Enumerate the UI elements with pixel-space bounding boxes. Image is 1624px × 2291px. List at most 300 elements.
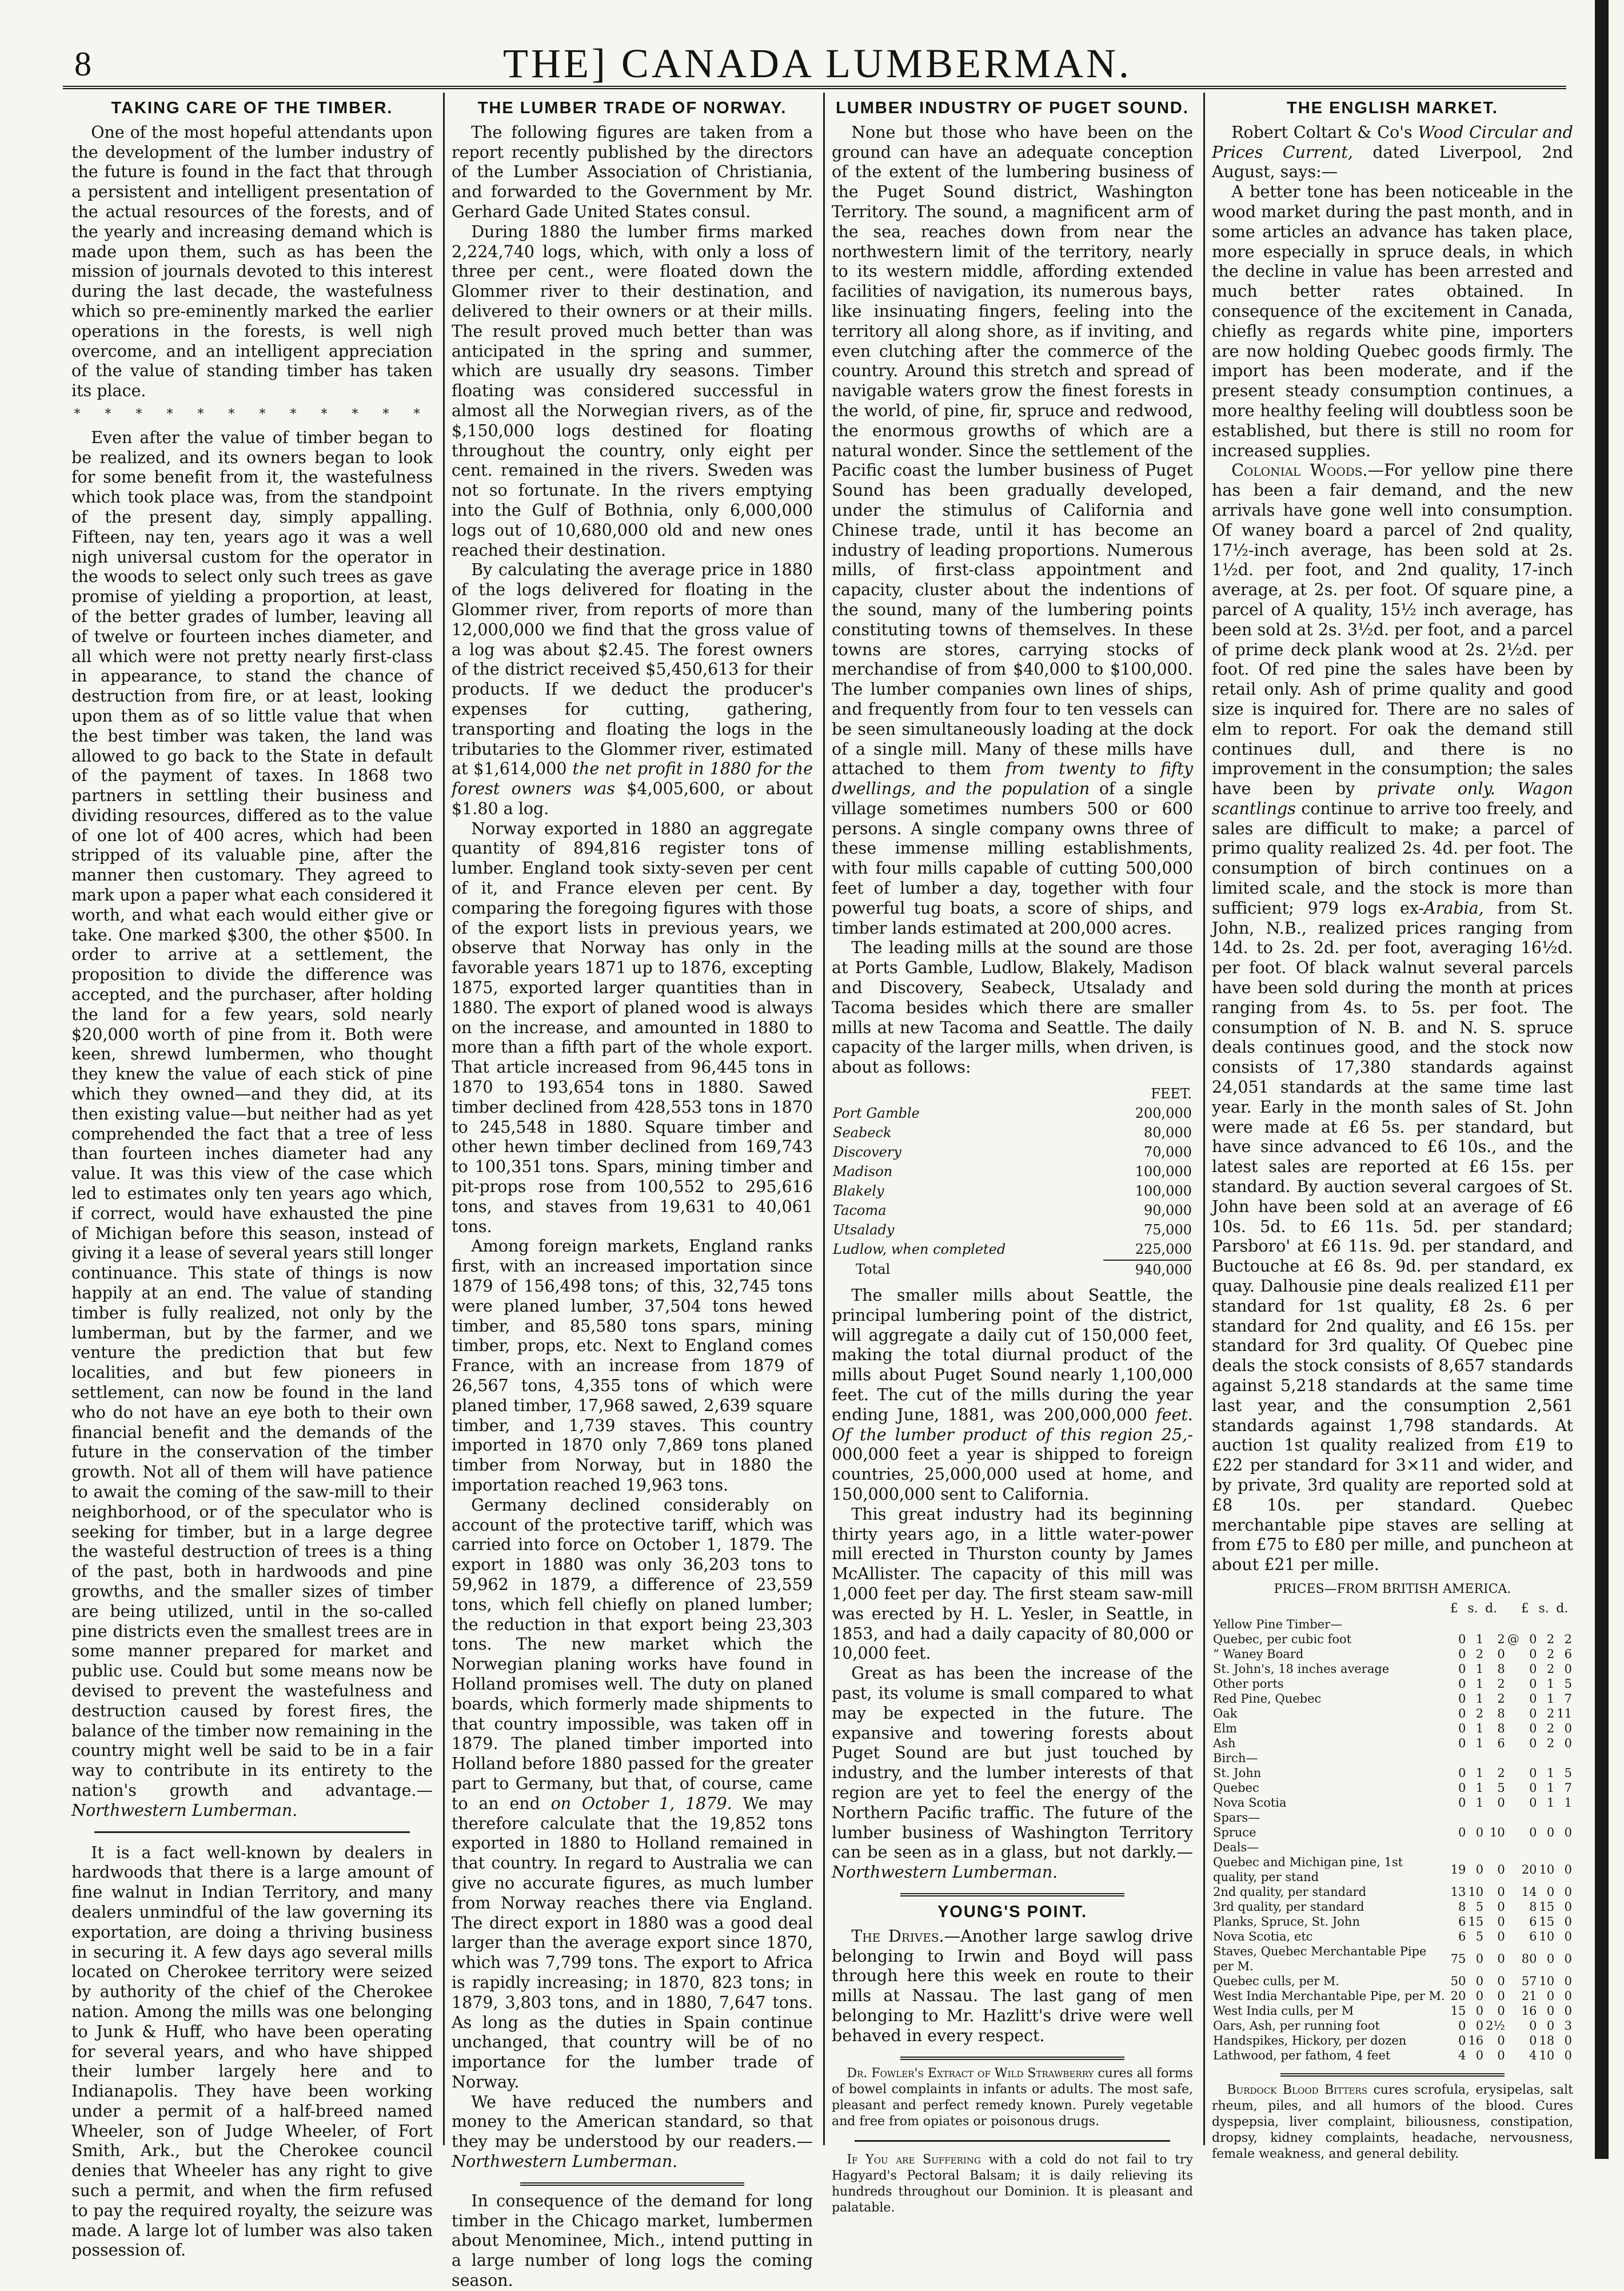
price-cell	[1538, 1751, 1556, 1766]
price-cell: 0	[1564, 1662, 1572, 1676]
item-name: 3rd quality, per standard	[1213, 1899, 1364, 1914]
price-cell: 1	[1546, 1676, 1555, 1691]
price-cell: @	[1507, 1632, 1519, 1646]
price-cell	[1538, 1810, 1556, 1825]
table-row	[1212, 1899, 1573, 1914]
price-cell: 0	[1564, 1914, 1572, 1929]
column-4	[1212, 96, 1574, 2161]
column-3	[832, 96, 1194, 2215]
price-cell: 13	[1450, 1884, 1466, 1899]
price-cell: 0	[1497, 1974, 1505, 1988]
price-cell	[1506, 1810, 1521, 1825]
paragraph: Great as has been the increase of the past, its volume is small compared to what may be expected in the future. The expansive and towering forests about Puget Sound are but just touched by industry, and the lumber interests of that region are yet to feel the energy of the Northern Pacific traffic. The future of the lumber business of Washington Territory can be seen as in a glass, but not darkly.—Northwestern Lumberman.	[832, 1664, 1193, 1882]
price-cell	[1485, 1840, 1506, 1855]
paragraph: By calculating the average price in 1880 of the logs delivered for floating in the Glommer river, from reports of more than 12,000,000 we find that the gross value of a log was about $2.45. The forest owners of the district received $5,450,613 for their products. If we deduct the producer's expenses for cutting, gathering, transporting and floating the logs in the tributaries to the Glommer river, estimated at $1,614,000 the net profit in 1880 for the forest owners was $4,005,600, or about $1.80 a log.	[452, 560, 813, 818]
price-cell: 2	[1546, 1647, 1555, 1661]
price-cell	[1506, 1825, 1521, 1840]
mill-name: Utsalady	[833, 1222, 895, 1238]
article-title: TAKING CARE OF THE TIMBER.	[111, 99, 393, 117]
price-cell: 2	[1546, 1706, 1555, 1720]
price-cell: 4	[1529, 2048, 1537, 2062]
page-header	[69, 40, 1566, 93]
price-cell: 0	[1529, 1825, 1537, 1839]
price-cell	[1538, 1840, 1556, 1855]
price-cell: 0	[1564, 2003, 1572, 2018]
price-cell	[1450, 1810, 1467, 1825]
table-row	[1212, 1780, 1573, 1795]
price-cell: 0	[1529, 1632, 1537, 1646]
price-cell: 5	[1475, 1929, 1484, 1943]
price-cell	[1506, 1944, 1521, 1974]
item-name: Oak	[1213, 1706, 1238, 1720]
price-cell: 8	[1458, 1899, 1466, 1914]
price-cell: 2	[1546, 1632, 1555, 1646]
item-name: Handspikes, Hickory, per dozen	[1213, 2033, 1407, 2047]
column-2	[452, 96, 813, 2290]
price-cell: 0	[1497, 1884, 1505, 1899]
price-cell: 11	[1557, 1706, 1572, 1720]
price-cell	[1506, 1795, 1521, 1810]
paragraph: During 1880 the lumber firms marked 2,224,740 logs, which, with only a loss of three per cent., were floated down the Glommer river to their destination, and delivered to their owners or at their mills. The result proved much better than was anticipated in the spring and summer, which are usually dry seasons. Timber floating was considered successful in almost all the Norwegian rivers, as of the $,150,000 logs destined for floating throughout the country, only eight per cent. remained in the rivers. Sweden was not so fortunate. In the rivers emptying into the Gulf of Bothnia, only 6,000,000 logs out of 10,680,000 old and new ones reached their destination.	[452, 222, 813, 560]
price-col-header: £	[1450, 1601, 1458, 1616]
price-cell	[1506, 2003, 1521, 2018]
item-name: Quebec, per cubic foot	[1213, 1632, 1352, 1646]
table-row	[1212, 1632, 1573, 1647]
price-cell: 1	[1546, 1691, 1555, 1706]
price-cell	[1521, 1840, 1538, 1855]
price-cell: 0	[1475, 1989, 1484, 2003]
price-cell	[1467, 1810, 1485, 1825]
price-cell: 0	[1529, 1691, 1537, 1706]
price-cell: 2	[1546, 1662, 1555, 1676]
item-name: Nova Scotia	[1213, 1795, 1287, 1810]
price-cell: 0	[1564, 1862, 1572, 1876]
price-cell: 5	[1497, 1780, 1505, 1795]
price-cell	[1467, 1617, 1485, 1632]
price-cell	[1506, 1706, 1521, 1721]
table-row	[1212, 1884, 1573, 1899]
price-cell: 0	[1564, 1929, 1572, 1943]
price-cell: 0	[1475, 1974, 1484, 1988]
price-cell: 16	[1468, 2033, 1484, 2047]
column-rule	[1203, 93, 1205, 2145]
price-cell: 0	[1546, 1825, 1555, 1839]
table-row	[1212, 1736, 1573, 1751]
total-label: Total	[856, 1261, 891, 1278]
table-row	[1212, 2048, 1573, 2063]
mill-feet: 200,000	[1135, 1105, 1192, 1122]
price-cell: 1	[1475, 1736, 1484, 1750]
item-name: Quebec and Michigan pine, 1st quality, per stand	[1213, 1855, 1403, 1884]
paragraph: Norway exported in 1880 an aggregate quantity of 894,816 register tons of lumber. England took sixty-seven per cent of it, and France eleven per cent. By comparing the foregoing figures with those of the export lists in previous years, we observe that Norway has only in the favorable years 1871 up to 1876, excepting 1875, exported larger quantities than in 1880. The export of planed wood is always on the increase, and amounted in 1880 to more than a fifth part of the whole export. That article increased from 96,445 tons in 1870 to 193,654 tons in 1880. Sawed timber declined from 428,553 tons in 1870 to 245,548 in 1880. Square timber and other hewn timber declined from 169,743 to 100,351 tons. Spars, mining timber and pit-props rose from 100,552 to 295,616 tons, and staves from 19,631 to 40,061 tons.	[452, 819, 813, 1236]
mill-feet: 70,000	[1144, 1144, 1192, 1161]
price-cell	[1506, 2033, 1521, 2048]
price-cell	[1485, 1751, 1506, 1766]
table-row	[833, 1123, 1192, 1142]
price-cell: 0	[1546, 1884, 1555, 1899]
price-cell	[1506, 1662, 1521, 1676]
price-cell: 0	[1529, 1662, 1537, 1676]
price-cell: 1	[1475, 1632, 1484, 1646]
price-cell	[1467, 1751, 1485, 1766]
price-cell: 0	[1529, 1676, 1537, 1691]
table-row	[1212, 1721, 1573, 1736]
item-name: St. John	[1213, 1766, 1262, 1780]
table-row	[833, 1162, 1192, 1181]
paragraph: One of the most hopeful attendants upon the development of the lumber industry of the future is found in the fact that through a persistent and intelligent presentation of the actual resources of the forests, and of the yearly and increasing demand which is made upon them, such as has been the mission of journals devoted to this interest during the last decade, the wastefulness which so pre-eminently marked the earlier operations in the forests, is well nigh overcome, and an intelligent appreciation of the value of standing timber has taken its place.	[71, 122, 433, 401]
price-cell: 0	[1564, 1974, 1572, 1988]
table-row	[1212, 1929, 1573, 1944]
price-cell: 7	[1564, 1780, 1572, 1795]
item-name: 2nd quality, per standard	[1213, 1884, 1367, 1899]
price-cell	[1450, 1840, 1467, 1855]
price-cell: 0	[1475, 1862, 1484, 1876]
section-stars: * * * * * * * * * * * *	[74, 407, 430, 421]
price-cell: 0	[1564, 2048, 1572, 2062]
paragraph: Among foreign markets, England ranks first, with an increased importation since 1879 of 156,498 tons; of this, 32,745 tons were planed lumber, 37,504 tons hewed timber, and 85,580 tons spars, mining timber, props, etc. Next to England comes France, with an increase from 1879 of 26,567 tons, 4,355 tons of which were planed timber, 17,968 sawed, 2,639 square timber, and 1,739 staves. This country imported in 1870 only 7,869 tons planed timber from Norway, but in 1880 the importation reached 19,963 tons.	[452, 1237, 813, 1495]
mill-name: Ludlow, when completed	[833, 1241, 1006, 1258]
price-cell	[1506, 1676, 1521, 1691]
paragraph: In consequence of the demand for long timber in the Chicago market, lumbermen about Menominee, Mich., intend putting in a large number of long logs the coming season.	[452, 2191, 813, 2290]
page-edge-binding	[1595, 0, 1609, 2159]
table-row	[1212, 1647, 1573, 1662]
price-col-header: s.	[1467, 1601, 1478, 1616]
price-cell: 5	[1475, 1899, 1484, 1914]
table-row	[1212, 1914, 1573, 1929]
price-cell	[1555, 1840, 1573, 1855]
price-cell: 0	[1546, 2018, 1555, 2033]
paragraph: A better tone has been noticeable in the wood market during the past month, and in some articles an advance has taken place, more especially in spruce deals, in which the decline in value has been arrested and much better rates obtained. In consequence of the excitement in Canada, chiefly as regards white pine, importers are now holding Quebec goods firmly. The import has been moderate, and if the present steady consumption continues, a more healthy feeling will doubtless soon be established, but there is still no room for increased supplies.	[1212, 182, 1573, 460]
paragraph: The leading mills at the sound are those at Ports Gamble, Ludlow, Blakely, Madison and Discovery, Seabeck, Utsalady and Tacoma besides which there are smaller mills at new Tacoma and Seattle. The daily capacity of the larger mills, when driven, is about as follows:	[832, 938, 1193, 1077]
price-cell: 6	[1458, 1914, 1466, 1929]
item-name: Ash	[1213, 1736, 1236, 1750]
price-cell: 15	[1450, 2003, 1466, 2018]
divider	[1280, 2073, 1505, 2077]
mills-table	[832, 1083, 1193, 1280]
price-cell: 0	[1497, 1899, 1505, 1914]
paragraph: Robert Coltart & Co's Wood Circular and Prices Current, dated Liverpool, 2nd August, says:—	[1212, 122, 1574, 182]
mill-name: Tacoma	[833, 1202, 887, 1219]
price-cell: 0	[1458, 1825, 1466, 1839]
source-credit: —Northwestern Lumberman.	[452, 2132, 813, 2172]
price-cell: 0	[1564, 1721, 1572, 1735]
item-name: Yellow Pine Timber—	[1213, 1617, 1343, 1631]
price-cell: 1	[1546, 1766, 1555, 1780]
price-cell: 0	[1458, 1795, 1466, 1810]
mill-feet: 80,000	[1144, 1125, 1192, 1141]
paragraph: This great industry had its beginning thirty years ago, in a little water-power mill erected in Thurston county by James McAllister. The capacity of this mill was 1,000 feet per day. The first steam saw-mill was erected by H. L. Yesler, in Seattle, in 1853, and had a daily capacity of 80,000 or 10,000 feet.	[832, 1504, 1193, 1663]
price-cell: 10	[1539, 1862, 1555, 1876]
price-cell: 5	[1564, 1676, 1572, 1691]
price-cell: 0	[1529, 1736, 1537, 1750]
price-cell: 2	[1475, 1647, 1484, 1661]
price-cell	[1506, 1914, 1521, 1929]
item-name: West India Merchantable Pipe, per M.	[1213, 1989, 1445, 2003]
table-row	[833, 1221, 1192, 1239]
price-cell	[1485, 1810, 1506, 1825]
table-row	[1212, 2033, 1573, 2048]
price-cell	[1506, 1721, 1521, 1736]
item-name: Birch—	[1213, 1751, 1258, 1765]
table-row	[1212, 1855, 1573, 1884]
paragraph: We have reduced the numbers and money to the American standard, so that they may be understood by our readers.—Northwestern Lumberman.	[452, 2092, 813, 2172]
price-cell: 0	[1564, 1899, 1572, 1914]
source-credit: —Northwestern Lumberman.	[832, 1843, 1193, 1882]
mill-feet: 100,000	[1135, 1183, 1192, 1200]
price-cell: 0	[1529, 1780, 1537, 1795]
paragraph: Colonial Woods.—For yellow pine there has been a fair demand, and the new arrivals have gone well into consumption. Of waney board a parcel of 2nd quality, 17½-inch average, has been sold at 2s. 1½d. per foot, and 2nd quality, 17-inch average, at 2s. per foot. Of square pine, a parcel of A quality, 15½ inch average, has been sold at 2s. 3½d. per foot, and a parcel of prime deck plank wood at 2s. 2½d. per foot. Of red pine the sales have been by retail only. Ash of prime quality and good size is inquired for. There are no sales of elm to report. For oak the demand still continues dull, and there is no improvement in the consumption; the sales have been by private only. Wagon scantlings continue to arrive too freely, and sales are difficult to make; a parcel of primo quality realized 2s. 4d. per foot. The consumption of birch continues on a limited scale, and the stock is more than sufficient; 979 logs ex-Arabia, from St. John, N.B., realized prices ranging from 14d. to 2s. 2d. per foot, averaging 16½d. per foot. Of black walnut several parcels have been sold during the month at prices ranging from 4s. to 5s. per foot. The consumption of N. B. and N. S. spruce deals continues good, and the stock now consists of 17,380 standards against 24,051 standards at the same time last year. Early in the month sales of St. John were made at £6 5s. per standard, but have since advanced to £6 10s., and the latest sales are reported at £6 15s. per standard. By auction several cargoes of St. John have been sold at an average of £6 10s. 5d. to £6 11s. 5d. per standard; Parsboro' at £6 11s. 9d. per standard, and Buctouche at £6 8s. 9d. per standard, ex quay. Dalhousie pine deals realized £11 per standard for 1st quality, £8 2s. 6 per standard for 2nd quality, and £6 15s. per standard for 3rd quality. Of Quebec pine deals the stock consists of 8,657 standards against 5,218 standards at the same time last year, and the consumption 2,561 standards against 1,798 standards. At auction 1st quality realized from £19 to £22 per standard for 3×11 and wider, and by private, 3rd quality are reported sold at £8 10s. per standard. Quebec merchantable pipe staves are selling at from £75 to £80 per mille, and puncheon at about £21 per mille.	[1212, 461, 1574, 1575]
price-cell: 10	[1539, 2048, 1555, 2062]
paragraph: Even after the value of timber began to be realized, and its owners began to look for some benefit from it, the wastefulness which took place was, from the standpoint of the present day, simply appalling. Fifteen, nay ten, years ago it was a well nigh universal custom for the operator in the woods to select only such trees as gave promise of yielding a proportion, at least, of the better grades of lumber, leaving all of twelve or fourteen inches diameter, and all which were not pretty nearly first-class in appearance, to stand the chance of destruction from fire, or at least, looking upon them as of so little value that when the best timber was taken, the land was allowed to go back to the State in default of the payment of taxes. In 1868 two partners in settling their business and dividing resources, differed as to the value of one lot of 400 acres, which had been stripped of its valuable pine, after the manner then customary. They agreed to mark upon a paper what each considered it worth, and what each would either give or take. One marked $300, the other $500. In order to arrive at a settlement, the proposition to divide the difference was accepted, and the purchaser, after holding the land for a few years, sold nearly $20,000 worth of pine from it. Both were keen, shrewd lumbermen, who thought they knew the value of each stick of pine which they owned—and they did, at its then existing value—but neither had as yet comprehended the fact that a tree of less than fourteen inches diameter had any value. It was this view of the case which led to estimates only ten years ago which, if correct, would have exhausted the pine of Michigan before this season, instead of giving it a lease of several years still longer continuance. This state of things is now happily at an end. The value of standing timber is fully realized, not only by the lumberman, but by the farmer, and we venture the prediction that but few localities, and but few pioneers in settlement, can now be found in the land who do not have an eye both to their own financial benefit and the demands of the future in the conservation of the timber growth. Not all of them will have patience to await the coming of the saw-mill to their neighborhood, or of the speculator who is seeking for timber, but in a large degree the wasteful destruction of trees is a thing of the past, both in hardwoods and pine growths, and the smaller sizes of timber are being utilized, until in the so-called pine districts even the smallest trees are in some manner prepared for market and public use. Could but some means now be devised to prevent the wastefulness and destruction caused by forest fires, the balance of the timber now remaining in the country might well be said to be in a fair way to contribute in its entirety to the nation's growth and advantage.—Northwestern Lumberman.	[71, 428, 433, 1820]
item-name: Quebec culls, per M.	[1213, 1974, 1340, 1988]
price-cell: 10	[1468, 1884, 1484, 1899]
price-cell: 1	[1475, 1662, 1484, 1676]
price-cell: 0	[1497, 2033, 1505, 2047]
price-cell: 0	[1475, 1825, 1484, 1839]
price-cell: 8	[1529, 1899, 1537, 1914]
price-cell: 10	[1539, 1929, 1555, 1943]
mill-feet: 75,000	[1144, 1222, 1192, 1238]
price-cell	[1506, 1780, 1521, 1795]
price-cell: 0	[1497, 1862, 1505, 1876]
item-name: Nova Scotia, etc	[1213, 1929, 1313, 1943]
item-name: West India culls, per M	[1213, 2003, 1354, 2018]
paragraph: It is a fact well-known by dealers in hardwoods that there is a large amount of fine walnut in Indian Territory, and many dealers unmindful of the law governing its exportation, are doing a thriving business in securing it. A few days ago several mills located on Cherokee territory were seized by authority of the chief of the Cherokee nation. Among the mills was one belonging to Junk & Huff, who have been operating for several years, and who have shipped their lumber largely here and to Indianapolis. They have been working under a permit of a half-breed named Wheeler, son of Judge Wheeler, of Fort Smith, Ark., but the Cherokee council denies that Wheeler has any right to give such a permit, and when the firm refused to pay the required royalty, the seizure was made. A large lot of lumber was also taken possession of.	[71, 1843, 433, 2260]
table-total-row	[833, 1260, 1192, 1279]
price-cell: 0	[1458, 2018, 1466, 2033]
price-cell: 0	[1497, 1914, 1505, 1929]
price-cell	[1467, 1840, 1485, 1855]
masthead-title: THE] CANADA LUMBERMAN.	[503, 41, 1132, 86]
price-cell: 0	[1458, 1736, 1466, 1750]
price-cell: 0	[1564, 1951, 1572, 1966]
price-cell: 2	[1497, 1676, 1505, 1691]
price-col-header	[1506, 1601, 1521, 1617]
price-cell	[1521, 1751, 1538, 1766]
price-cell: 7	[1564, 1691, 1572, 1706]
item-name: Deals—	[1213, 1840, 1259, 1854]
price-cell: 0	[1497, 2048, 1505, 2062]
column-rule	[443, 93, 445, 2145]
price-cell: 0	[1564, 1884, 1572, 1899]
price-cell: 4	[1458, 2048, 1466, 2062]
price-cell: 3	[1564, 2018, 1572, 2033]
divider	[94, 1831, 410, 1833]
price-cell: 0	[1475, 1951, 1484, 1966]
price-cell: 8	[1497, 1706, 1505, 1720]
price-cell: 0	[1564, 1825, 1572, 1839]
paragraph: Germany declined considerably on account of the protective tariff, which was carried into force on October 1, 1879. The export in 1880 was only 36,203 tons to 59,962 in 1879, a difference of 23,559 tons, which fell chiefly on planed lumber; the reduction in that export being 23,303 tons. The new market which the Norwegian planing works have found in Holland promises well. The duty on planed boards, which formerly made shipments to that country impossible, was taken off in 1879. The planed timber imported into Holland before 1880 passed for the greater part to Germany, but that, of course, came to an end on October 1, 1879. We may therefore calculate that the 19,852 tons exported in 1880 to Holland remained in that country. In regard to Australia we can give no accurate figures, as much lumber from Norway reaches there via England. The direct export in 1880 was a good deal larger than the average export since 1870, which was 7,799 tons. The export to Africa is rapidly increasing; in 1870, 823 tons; in 1879, 3,803 tons, and in 1880, 7,647 tons. As long as the duties in Spain continue unchanged, that country will be of no importance for the lumber trade of Norway.	[452, 1495, 813, 2091]
price-cell: 75	[1450, 1951, 1466, 1966]
price-cell: 16	[1521, 2003, 1537, 2018]
item-name: Spruce	[1213, 1825, 1256, 1839]
price-cell: 15	[1539, 1899, 1555, 1914]
price-cell: 0	[1529, 1647, 1537, 1661]
item-name: Other ports	[1213, 1676, 1284, 1691]
header-rule	[63, 86, 1566, 89]
prices-table	[1212, 1601, 1573, 2063]
table-row	[833, 1201, 1192, 1220]
table-row	[1212, 2003, 1573, 2018]
table-row	[1212, 1974, 1573, 1989]
price-cell	[1450, 1617, 1467, 1632]
paragraph: None but those who have been on the ground can have an adequate conception of the extent of the lumbering business of the Puget Sound district, Washington Territory. The sound, a magnificent arm of the sea, reaches down from near the northwestern limit of the territory, nearly to its western middle, affording extended facilities of navigation, its numerous bays, like insinuating fingers, feeling into the territory all along shore, as if inviting, and even clutching after the commerce of the country. Around this stretch and spread of navigable waters grow the finest forests in the world, of pine, fir, spruce and redwood, the enormous growths of which are a natural wonder. Since the settlement of the Pacific coast the lumber business of Puget Sound has been gradually developed, under the stimulus of California and Chinese trade, until it has become an industry of leading proportions. Numerous mills, of first-class appointment and capacity, cluster about the indentions of the sound, many of the lumbering points constituting towns of themselves. In these towns are stores, carrying stocks of merchandise of from $40,000 to $100,000. The lumber companies own lines of ships, and frequently from four to ten vessels can be seen simultaneously loading at the dock of a single mill. Many of these mills have attached to them from twenty to fifty dwellings, and the population of a single village sometimes numbers 500 or 600 persons. A single company owns three of these immense milling establishments, with four mills capable of cutting 500,000 feet of lumber a day, together with four powerful tug boats, a score of ships, and timber lands estimated at 200,000 acres.	[832, 122, 1193, 938]
column-1	[71, 96, 433, 2260]
source-credit: —Northwestern Lumberman.	[71, 1780, 433, 1820]
price-cell: 20	[1450, 1989, 1466, 2003]
price-cell: 57	[1521, 1974, 1537, 1988]
price-cell: 0	[1475, 2048, 1484, 2062]
price-cell: 8	[1497, 1662, 1505, 1676]
table-row	[1212, 1751, 1573, 1766]
price-cell: 0	[1458, 1647, 1466, 1661]
price-cell	[1555, 1810, 1573, 1825]
price-cell: 20	[1521, 1862, 1537, 1876]
price-cell: 0	[1458, 1632, 1466, 1646]
table-row	[1212, 1795, 1573, 1810]
price-cell	[1506, 1989, 1521, 2003]
price-cell: 1	[1475, 1721, 1484, 1735]
price-cell: 0	[1529, 1721, 1537, 1735]
price-cell: 2	[1546, 1721, 1555, 1735]
price-cell: 0	[1529, 2033, 1537, 2047]
price-cell: 8	[1497, 1721, 1505, 1735]
price-cell: 6	[1497, 1736, 1505, 1750]
total-value: 940,000	[1103, 1260, 1192, 1279]
price-cell: 0	[1497, 1647, 1505, 1661]
table-row	[1212, 1676, 1573, 1691]
article-title: THE ENGLISH MARKET.	[1287, 99, 1498, 117]
price-cell: 14	[1521, 1884, 1537, 1899]
paragraph: The following figures are taken from a report recently published by the directors of the Lumber Association of Christiania, and forwarded to the Government by Mr. Gerhard Gade United States consul.	[452, 122, 813, 221]
item-name: Oars, Ash, per running foot	[1213, 2018, 1380, 2033]
price-cell: 0	[1497, 1989, 1505, 2003]
price-cell: 0	[1458, 2033, 1466, 2047]
price-cell: 0	[1564, 2033, 1572, 2047]
price-cell: 0	[1497, 1951, 1505, 1966]
price-cell: 6	[1529, 1914, 1537, 1929]
table-row	[1212, 1840, 1573, 1855]
prices-title: PRICES—FROM BRITISH AMERICA.	[1274, 1581, 1511, 1596]
price-cell: 2	[1564, 1632, 1572, 1646]
item-name: Elm	[1213, 1721, 1237, 1735]
table-row	[1212, 2018, 1573, 2033]
price-cell	[1506, 1974, 1521, 1989]
divider	[900, 2057, 1124, 2060]
price-cell: 1	[1546, 1795, 1555, 1810]
price-cell: 0	[1458, 1766, 1466, 1780]
price-cell: 0	[1529, 2018, 1537, 2033]
price-cell: 0	[1458, 1721, 1466, 1735]
price-cell	[1506, 1840, 1521, 1855]
price-cell	[1521, 1617, 1538, 1632]
price-cell: 6	[1458, 1929, 1466, 1943]
price-cell: 0	[1564, 1989, 1572, 2003]
price-cell	[1506, 1617, 1521, 1632]
price-cell: 0	[1458, 1706, 1466, 1720]
table-row	[833, 1104, 1192, 1122]
table-row	[1212, 1691, 1573, 1706]
price-cell: 2	[1546, 1736, 1555, 1750]
price-cell: 0	[1458, 1691, 1466, 1706]
price-cell: 2	[1497, 1691, 1505, 1706]
price-col-header: d.	[1556, 1601, 1569, 1616]
price-cell: 1	[1475, 1766, 1484, 1780]
price-cell	[1506, 1766, 1521, 1780]
table-row	[1212, 1617, 1573, 1632]
item-name: “ Waney Board	[1213, 1647, 1304, 1661]
price-cell	[1485, 1617, 1506, 1632]
price-cell: 15	[1468, 1914, 1484, 1929]
price-cell: 0	[1458, 1662, 1466, 1676]
price-cell: 5	[1564, 1766, 1572, 1780]
price-cell	[1506, 1691, 1521, 1706]
price-cell: 6	[1529, 1929, 1537, 1943]
table-row	[1212, 1810, 1573, 1825]
mill-name: Blakely	[833, 1183, 884, 1200]
price-cell: 0	[1529, 1766, 1537, 1780]
price-cell: 0	[1497, 1795, 1505, 1810]
price-cell	[1506, 1736, 1521, 1751]
advertisement: If You are Suffering with a cold do not fail to try Hagyard's Pectoral Balsam; it is daily relieving its hundreds throughout our Dominion. It is pleasant and palatable.	[832, 2152, 1193, 2215]
price-cell: 0	[1497, 2003, 1505, 2018]
price-cell: 0	[1475, 2018, 1484, 2033]
table-row	[1212, 1944, 1573, 1974]
price-col-header: £	[1521, 1601, 1529, 1616]
price-cell	[1555, 1617, 1573, 1632]
page-number: 8	[74, 45, 91, 83]
price-cell: 2	[1497, 1632, 1505, 1646]
price-cell	[1450, 1751, 1467, 1766]
price-cell: 18	[1539, 2033, 1555, 2047]
price-cell: 0	[1529, 1706, 1537, 1720]
price-cell: 0	[1546, 1989, 1555, 2003]
price-cell	[1506, 2018, 1521, 2033]
price-cell: 0	[1497, 1929, 1505, 1943]
price-cell: 2½	[1486, 2018, 1505, 2033]
item-name: Planks, Spruce, St. John	[1213, 1914, 1360, 1929]
mill-feet: 100,000	[1135, 1164, 1192, 1180]
price-col-header: s.	[1538, 1601, 1549, 1616]
table-header: FEET.	[1151, 1086, 1192, 1102]
advertisement: Burdock Blood Bitters cures scrofula, erysipelas, salt rheum, piles, and all humors of the blood. Cures dyspepsia, liver complaint, biliousness, constipation, dropsy, kidney complaints, headache, nervousness, female weakness, and general debility.	[1212, 2082, 1573, 2161]
mill-name: Port Gamble	[833, 1105, 920, 1122]
price-cell: 0	[1564, 1736, 1572, 1750]
price-cell: 1	[1475, 1795, 1484, 1810]
price-cell: 0	[1458, 1676, 1466, 1691]
price-cell: 0	[1458, 1780, 1466, 1795]
price-cell: 0	[1546, 2003, 1555, 2018]
item-name: Quebec	[1213, 1780, 1259, 1795]
price-cell	[1555, 1751, 1573, 1766]
divider	[520, 2182, 744, 2186]
mill-feet: 90,000	[1144, 1202, 1192, 1219]
price-cell: 1	[1564, 1795, 1572, 1810]
price-cell: 10	[1539, 1974, 1555, 1988]
price-cell: 21	[1521, 1989, 1537, 2003]
price-cell	[1506, 2048, 1521, 2063]
item-name: Red Pine, Quebec	[1213, 1691, 1322, 1706]
item-name: St. John's, 18 inches average	[1213, 1662, 1390, 1676]
price-cell: 2	[1497, 1766, 1505, 1780]
price-cell: 1	[1546, 1780, 1555, 1795]
table-row	[1212, 1706, 1573, 1721]
advertisement: Dr. Fowler's Extract of Wild Strawberry cures all forms of bowel complaints in infants or adults. The most safe, pleasant and perfect remedy known. Purely vegetable and free from opiates or poisonous drugs.	[832, 2066, 1194, 2129]
table-row	[833, 1143, 1192, 1161]
article-title: YOUNG'S POINT.	[937, 1902, 1088, 1921]
price-cell: 0	[1529, 1795, 1537, 1810]
table-row	[1212, 1989, 1573, 2003]
